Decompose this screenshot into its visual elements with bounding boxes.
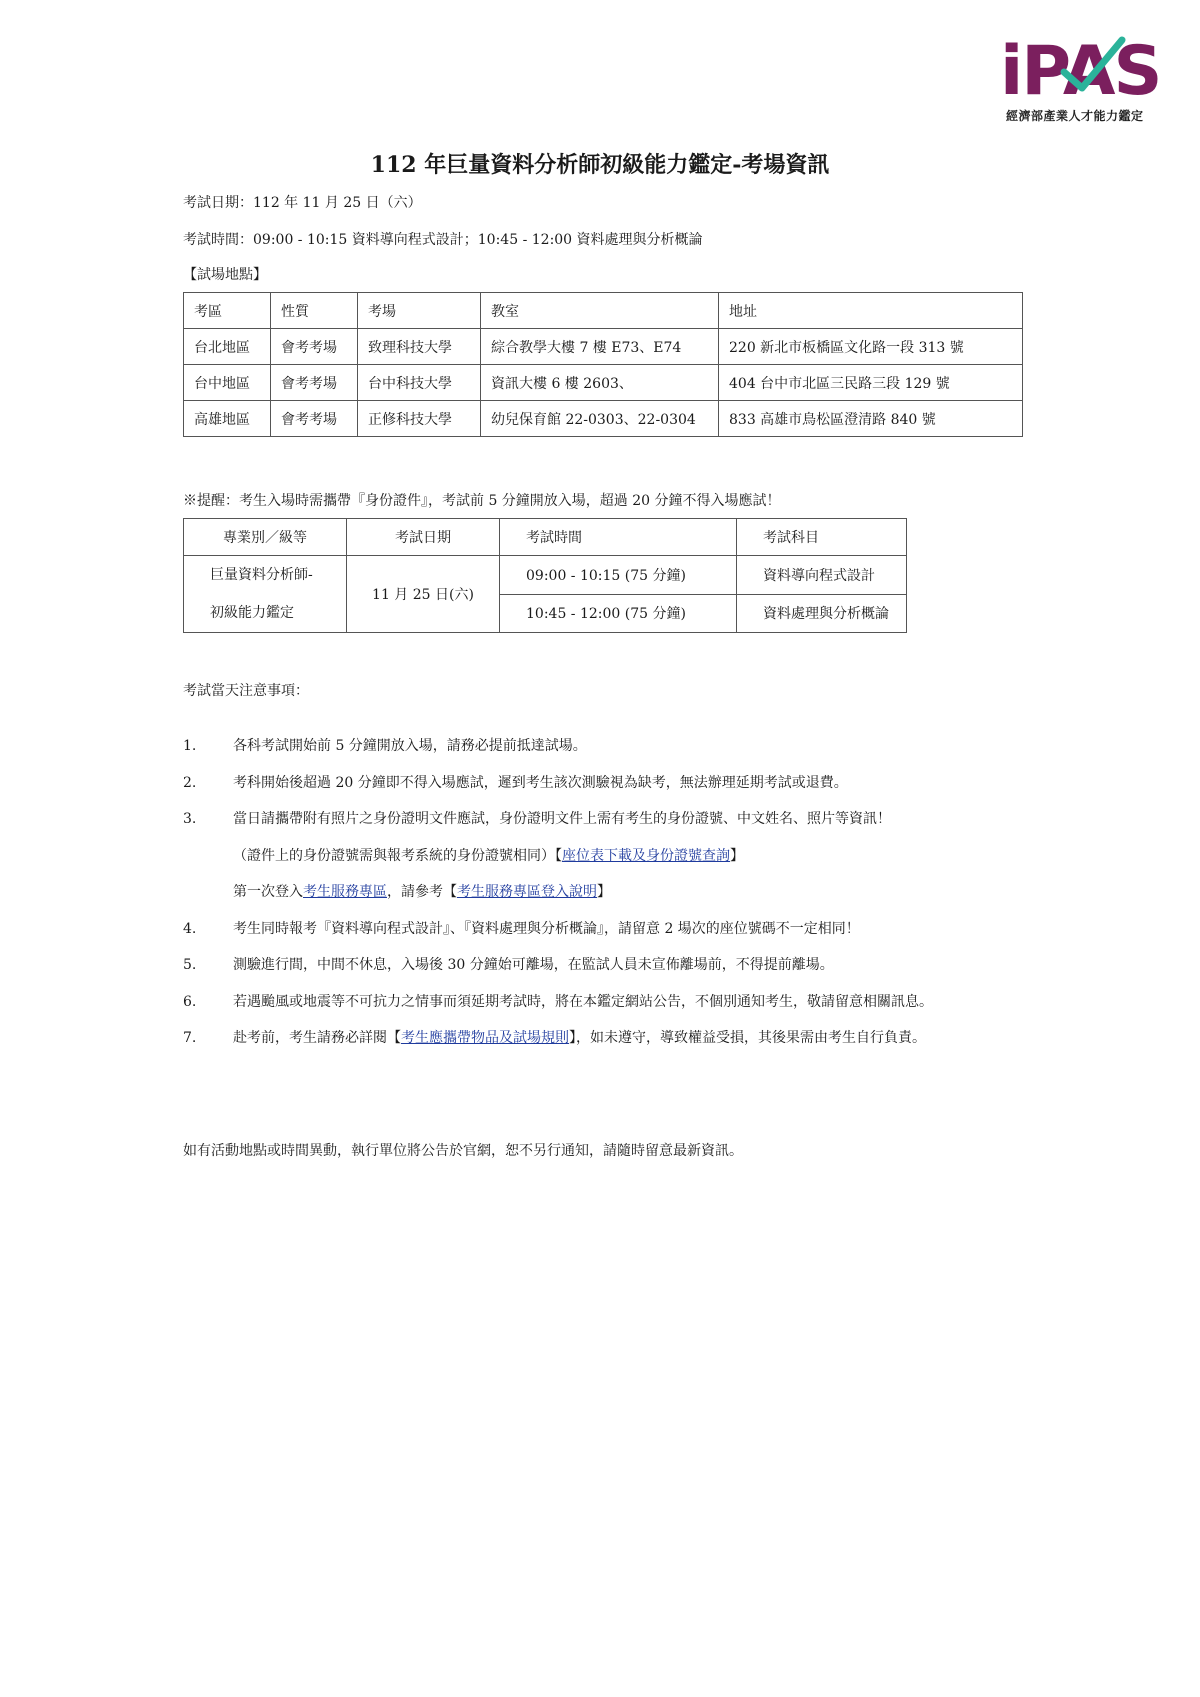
list-item-continuation (183, 846, 1083, 883)
login-guide-link[interactable]: 考生服務專區登入說明 (457, 884, 597, 900)
table-cell: 會考考場 (271, 365, 358, 401)
schedule-table (183, 518, 907, 633)
list-item (183, 955, 1083, 992)
item-number: 5. (183, 957, 197, 973)
seat-lookup-link[interactable]: 座位表下載及身份證號查詢 (562, 847, 730, 864)
category-cell (184, 556, 347, 633)
list-item (183, 736, 1083, 773)
table-cell: 會考考場 (271, 401, 358, 437)
notes-list (183, 736, 1083, 1065)
category-line: 初級能力鑑定 (210, 605, 294, 621)
table-cell: 幼兒保育館 22-0303、22-0304 (481, 401, 719, 437)
table-cell: 綜合教學大樓 7 樓 E73、E74 (481, 329, 719, 365)
text-span: 】，如未遵守，導致權益受損，其後果需由考生自行負責。 (569, 1030, 926, 1046)
exam-time: 考試時間：09:00 - 10:15 資料導向程式設計；10:45 - 12:00 資料處理與分析概論 (183, 232, 703, 248)
item-text (233, 882, 611, 902)
table-header-row (184, 519, 907, 556)
list-item-continuation (183, 882, 1083, 919)
table-header-cell: 地址 (719, 293, 1023, 329)
list-item (183, 1028, 1083, 1065)
table-cell: 台中科技大學 (358, 365, 481, 401)
item-number: 4. (183, 920, 197, 937)
table-row (184, 556, 907, 595)
item-text: 若遇颱風或地震等不可抗力之情事而須延期考試時，將在本鑑定網站公告，不個別通知考生，敬請留意相關訊息。 (233, 993, 933, 1010)
exam-date: 考試日期：112 年 11 月 25 日（六） (183, 195, 422, 211)
table-cell: 220 新北市板橋區文化路一段 313 號 (719, 329, 1023, 365)
table-cell: 致理科技大學 (358, 329, 481, 365)
item-number: 1. (183, 738, 197, 754)
reminder-text: ※提醒：考生入場時需攜帶『身份證件』，考試前 5 分鐘開放入場，超過 20 分鐘不得入場應試！ (183, 493, 781, 509)
list-item (183, 919, 1083, 956)
logo-wordmark: iPAS (1000, 32, 1161, 111)
table-row (184, 329, 1023, 365)
table-row (184, 401, 1023, 437)
text-span: 第一次登入 (233, 884, 303, 900)
table-cell: 資訊大樓 6 樓 2603、 (481, 365, 719, 401)
category-line: 巨量資料分析師- (210, 567, 313, 583)
text-span: ，請參考【 (387, 884, 457, 900)
item-text: 當日請攜帶附有照片之身份證明文件應試，身份證明文件上需有考生的身份證號、中文姓名、照片等資訊！ (233, 811, 891, 827)
subject-cell: 資料處理與分析概論 (737, 594, 907, 633)
table-header-cell: 性質 (271, 293, 358, 329)
item-text: 各科考試開始前 5 分鐘開放入場，請務必提前抵達試場。 (233, 738, 587, 754)
item-number: 7. (183, 1030, 197, 1046)
text-span: 】 (730, 847, 744, 864)
table-header-row (184, 293, 1023, 329)
table-cell: 404 台中市北區三民路三段 129 號 (719, 365, 1023, 401)
notes-heading: 考試當天注意事項： (183, 683, 309, 699)
footer-note: 如有活動地點或時間異動，執行單位將公告於官網，恕不另行通知，請隨時留意最新資訊。 (183, 1143, 743, 1159)
table-header-cell: 考試科目 (737, 519, 907, 556)
table-cell: 高雄地區 (184, 401, 271, 437)
table-row (184, 365, 1023, 401)
item-text: 考科開始後超過 20 分鐘即不得入場應試，遲到考生該次測驗視為缺考，無法辦理延期考試或退費。 (233, 774, 848, 791)
table-header-cell: 考區 (184, 293, 271, 329)
item-number: 6. (183, 993, 197, 1010)
table-cell: 台北地區 (184, 329, 271, 365)
table-header-cell: 專業別／級等 (184, 519, 347, 556)
checkmark-icon (1056, 36, 1126, 96)
item-text (233, 1028, 926, 1048)
table-header-cell: 教室 (481, 293, 719, 329)
list-item (183, 992, 1083, 1029)
table-cell: 台中地區 (184, 365, 271, 401)
text-span: 赴考前，考生請務必詳閱【 (233, 1030, 401, 1046)
table-cell: 會考考場 (271, 329, 358, 365)
item-text (233, 846, 744, 866)
table-cell: 正修科技大學 (358, 401, 481, 437)
date-cell: 11 月 25 日(六) (347, 556, 500, 633)
ipas-logo (1000, 32, 1180, 127)
subject-cell: 資料導向程式設計 (737, 556, 907, 595)
table-header-cell: 考試時間 (500, 519, 737, 556)
text-span: （證件上的身份證號需與報考系統的身份證號相同）【 (233, 847, 562, 864)
page-title: 112 年巨量資料分析師初級能力鑑定-考場資訊 (370, 152, 830, 178)
logo-subtitle: 經濟部產業人才能力鑑定 (1006, 109, 1144, 123)
table-header-cell: 考試日期 (347, 519, 500, 556)
list-item (183, 773, 1083, 810)
text-span: 】 (597, 884, 611, 900)
venue-heading: 【試場地點】 (183, 267, 267, 283)
candidate-service-link[interactable]: 考生服務專區 (303, 884, 387, 900)
venue-table (183, 292, 1023, 437)
time-cell: 09:00 - 10:15 (75 分鐘) (500, 556, 737, 595)
table-cell: 833 高雄市鳥松區澄清路 840 號 (719, 401, 1023, 437)
time-cell: 10:45 - 12:00 (75 分鐘) (500, 594, 737, 633)
table-header-cell: 考場 (358, 293, 481, 329)
exam-rules-link[interactable]: 考生應攜帶物品及試場規則 (401, 1030, 569, 1046)
list-item (183, 809, 1083, 846)
item-number: 2. (183, 774, 197, 791)
item-text: 測驗進行間，中間不休息，入場後 30 分鐘始可離場，在監試人員未宣佈離場前，不得提前離場。 (233, 957, 834, 973)
item-number: 3. (183, 811, 197, 827)
item-text: 考生同時報考『資料導向程式設計』、『資料處理與分析概論』，請留意 2 場次的座位號碼不一定相同！ (233, 920, 860, 937)
